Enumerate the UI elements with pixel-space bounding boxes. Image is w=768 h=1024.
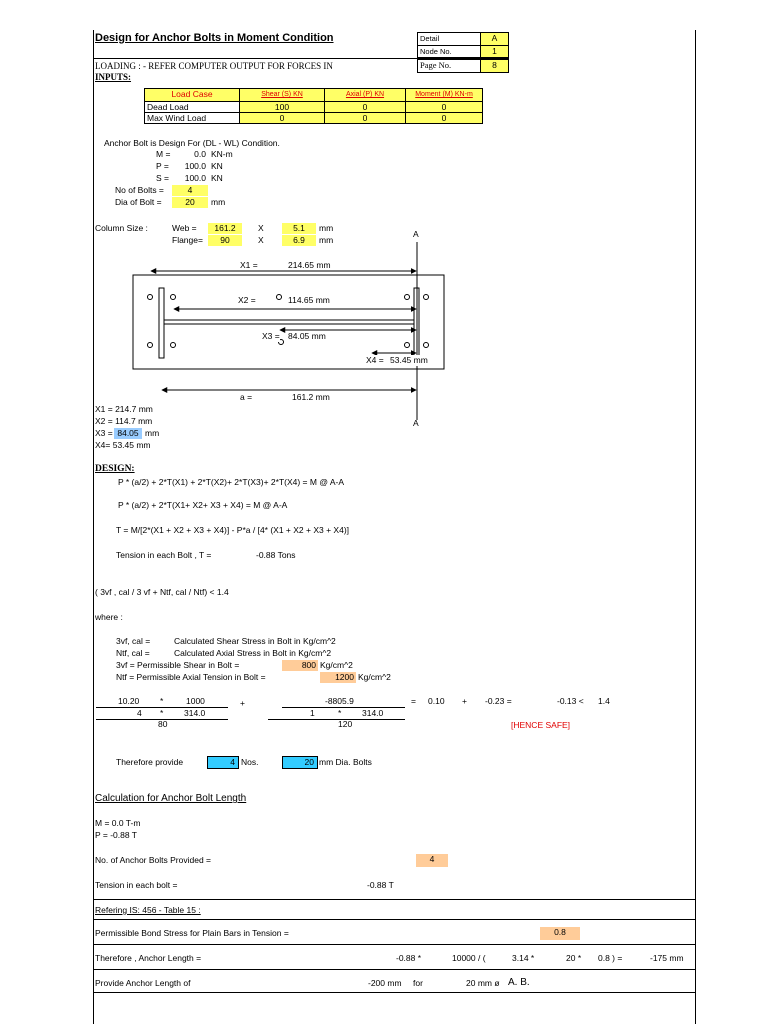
x1-label: X1 = (240, 260, 258, 270)
s-value: 100.0 (184, 173, 206, 183)
def-desc: Calculated Axial Stress in Bolt in Kg/cm^2 (174, 648, 332, 658)
frac2-num: -8805.9 (325, 696, 354, 706)
calc-v3: -0.13 < (557, 696, 584, 706)
bond-stress-value: 0.8 (540, 927, 580, 940)
length-heading: Calculation for Anchor Bolt Length (95, 793, 247, 804)
provide-length-for: for (413, 978, 423, 988)
frac1-num-op: * (160, 696, 164, 706)
web-thickness: 5.1 (282, 223, 316, 234)
provide-length-label: Provide Anchor Length of (95, 978, 191, 988)
provide-length-ab: A. B. (508, 977, 530, 988)
bolt-hole (424, 295, 429, 300)
provide-dia-value: 20 (282, 756, 318, 769)
summary-x3-value: 84.05 (114, 428, 142, 439)
x4-value: 53.45 mm (390, 355, 428, 365)
frac2-rule (282, 707, 405, 708)
p-unit: KN (211, 161, 223, 171)
tension-label: Tension in each Bolt , T = (116, 550, 212, 560)
bolts-value: 4 (172, 185, 208, 196)
x4-label: X4 = (366, 355, 384, 365)
criteria: ( 3vf , cal / 3 vf + Ntf, cal / Ntf) < 1.4 (95, 587, 229, 597)
anchor-c3: 3.14 * (512, 953, 535, 963)
length-p: P = -0.88 T (95, 830, 137, 840)
x2-value: 114.65 mm (288, 295, 330, 305)
p-value: 100.0 (184, 161, 206, 171)
tension-value: -0.88 Tons (256, 550, 296, 560)
m-unit: KN-m (211, 149, 233, 159)
detail-label: Detail (417, 32, 481, 46)
row-rule (94, 944, 695, 945)
equation-1: P * (a/2) + 2*T(X1) + 2*T(X2)+ 2*T(X3)+ 2*T(X4) = M @ A-A (118, 477, 345, 487)
length-m: M = 0.0 T-m (95, 818, 141, 828)
summary-x3-label: X3 = (95, 428, 113, 438)
frac1-den-a: 4 (137, 708, 142, 718)
safe-status: [HENCE SAFE] (511, 720, 571, 730)
row-rule (94, 969, 695, 970)
bolts-label: No of Bolts = (115, 185, 164, 195)
calc-op: + (462, 696, 467, 706)
dia-unit: mm (211, 197, 226, 207)
m-label: M = (156, 149, 171, 159)
table-header: Shear (S) KN (239, 88, 325, 102)
row-rule (94, 899, 695, 900)
flange-label: Flange= (172, 235, 203, 245)
shear-value: 800 (282, 660, 318, 671)
bolt-hole (405, 295, 410, 300)
s-label: S = (156, 173, 169, 183)
table-cell: Dead Load (144, 101, 240, 113)
flange-value: 90 (208, 235, 242, 246)
plus-sign: + (240, 698, 245, 708)
node-value: 1 (480, 45, 509, 58)
summary-x4: X4= 53.45 mm (95, 440, 151, 450)
provide-nos-value: 4 (207, 756, 239, 769)
refer-note: Refering IS: 456 - Table 15 : (95, 905, 201, 915)
a-label: a = (240, 392, 253, 402)
frac1-num-a: 10.20 (118, 696, 140, 706)
bolt-hole (171, 343, 176, 348)
def-term: Ntf = Permissible Axial Tension in Bolt = (116, 672, 266, 682)
def-term: 3vf = Permissible Shear in Bolt = (116, 660, 240, 670)
provide-dia-label: mm Dia. Bolts (319, 757, 372, 767)
frac1-den-b: 314.0 (184, 708, 206, 718)
calc-v1: 0.10 (428, 696, 445, 706)
provide-length-dia: 20 mm ø (466, 978, 500, 988)
x1-value: 214.65 mm (288, 260, 331, 270)
column-size-label: Column Size : (95, 223, 148, 233)
summary-x3-unit: mm (145, 428, 160, 438)
frac2-rule-2 (268, 719, 405, 720)
page-title: Design for Anchor Bolts in Moment Condition (95, 32, 334, 44)
table-header: Axial (P) KN (324, 88, 406, 102)
table-cell: 0 (239, 112, 325, 124)
table-header: Moment (M) KN-m (405, 88, 483, 102)
calc-equals: = (411, 696, 416, 706)
bolt-hole (148, 295, 153, 300)
web-unit: mm (319, 223, 334, 233)
summary-x2: X2 = 114.7 mm (95, 416, 153, 426)
bolts-provided-value: 4 (416, 854, 448, 867)
table-header: Load Case (144, 88, 240, 102)
bolt-hole (277, 295, 282, 300)
bolts-provided-label: No. of Anchor Bolts Provided = (95, 855, 211, 865)
bolt-tension-value: -0.88 T (367, 880, 394, 890)
provide-label: Therefore provide (116, 757, 184, 767)
loading-note: LOADING : - REFER COMPUTER OUTPUT FOR FORCES IN (95, 61, 333, 71)
left-flange (159, 288, 164, 358)
frac1-den-op: * (160, 708, 164, 718)
provide-length-value: -200 mm (368, 978, 402, 988)
p-label: P = (156, 161, 169, 171)
condition-line: Anchor Bolt is Design For (DL - WL) Condition. (104, 138, 280, 148)
section-label-bottom: A (413, 418, 419, 428)
table-cell: 0 (324, 112, 406, 124)
frac1-result: 80 (158, 719, 168, 729)
anchor-c5: 0.8 ) = (598, 953, 623, 963)
design-heading: DESIGN: (95, 464, 135, 474)
table-cell: 0 (405, 101, 483, 113)
anchor-c6: -175 mm (650, 953, 684, 963)
m-value: 0.0 (194, 149, 206, 159)
bond-stress-label: Permissible Bond Stress for Plain Bars in Tension = (95, 928, 289, 938)
bolt-tension-label: Tension in each bolt = (95, 880, 178, 890)
def-term: Ntf, cal = (116, 648, 150, 658)
web-value: 161.2 (208, 223, 242, 234)
dia-value: 20 (172, 197, 208, 208)
page-value: 8 (480, 59, 509, 73)
summary-x1: X1 = 214.7 mm (95, 404, 153, 414)
flange-unit: mm (319, 235, 334, 245)
bolt-hole (405, 343, 410, 348)
flange-x: X (258, 235, 264, 245)
table-cell: 100 (239, 101, 325, 113)
row-rule (94, 919, 695, 920)
provide-nos-label: Nos. (241, 757, 259, 767)
calc-v2: -0.23 = (485, 696, 512, 706)
calc-v4: 1.4 (598, 696, 610, 706)
anchor-c1: -0.88 * (396, 953, 422, 963)
x3-value: 84.05 mm (288, 331, 326, 341)
bolt-hole (171, 295, 176, 300)
tension-allow-unit: Kg/cm^2 (358, 672, 391, 682)
table-cell: 0 (405, 112, 483, 124)
row-rule (94, 992, 695, 993)
x2-label: X2 = (238, 295, 256, 305)
frac2-result: 120 (338, 719, 353, 729)
node-label: Node No. (417, 45, 481, 58)
table-cell: 0 (324, 101, 406, 113)
anchor-c2: 10000 / ( (452, 953, 486, 963)
shear-unit: Kg/cm^2 (320, 660, 353, 670)
anchor-c4: 20 * (566, 953, 582, 963)
web-x: X (258, 223, 264, 233)
def-desc: Calculated Shear Stress in Bolt in Kg/cm^2 (174, 636, 336, 646)
dia-label: Dia of Bolt = (115, 197, 162, 207)
equation-3: T = M/[2*(X1 + X2 + X3 + X4)] - P*a / [4* (X1 + X2 + X3 + X4)] (116, 525, 350, 535)
flange-thickness: 6.9 (282, 235, 316, 246)
section-label-top: A (413, 229, 419, 239)
x3-label: X3 = (262, 331, 280, 341)
inputs-heading: INPUTS: (95, 72, 132, 82)
def-term: 3vf, cal = (116, 636, 151, 646)
frac1-num-b: 1000 (186, 696, 205, 706)
frac2-den-b: 314.0 (362, 708, 384, 718)
anchor-length-label: Therefore , Anchor Length = (95, 953, 202, 963)
equation-2: P * (a/2) + 2*T(X1+ X2+ X3 + X4) = M @ A-A (118, 500, 288, 510)
bolt-hole (424, 343, 429, 348)
page-label: Page No. (417, 59, 481, 73)
a-value: 161.2 mm (292, 392, 330, 402)
s-unit: KN (211, 173, 223, 183)
bolt-hole (148, 343, 153, 348)
detail-value: A (480, 32, 509, 46)
web-label: Web = (172, 223, 197, 233)
table-cell: Max Wind Load (144, 112, 240, 124)
frac2-den-op: * (338, 708, 342, 718)
where-label: where : (95, 612, 123, 622)
frac2-den-a: 1 (310, 708, 315, 718)
tension-allow-value: 1200 (320, 672, 356, 683)
